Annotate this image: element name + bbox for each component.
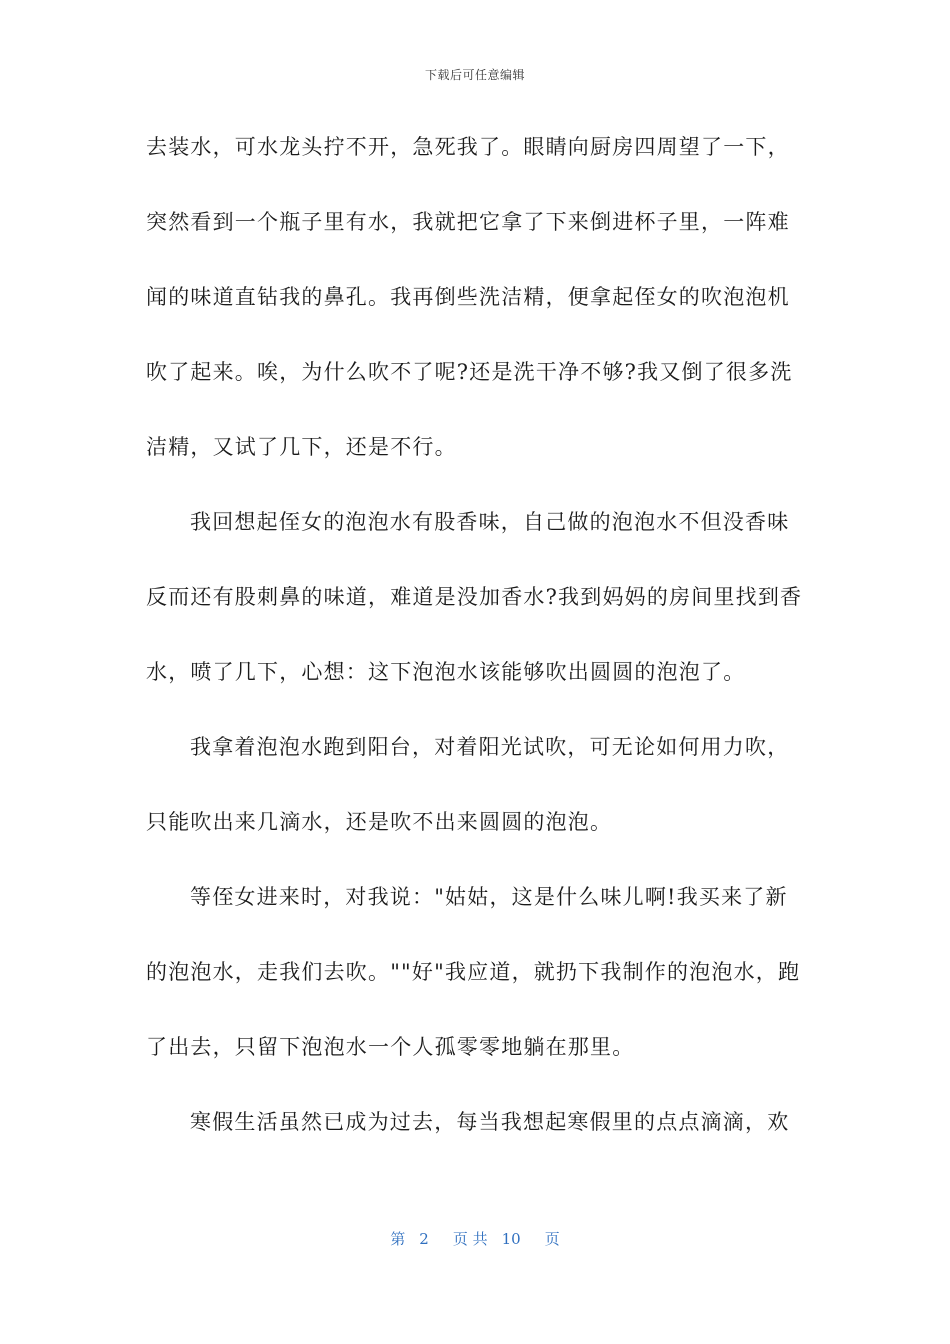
text-line-9: 我拿着泡泡水跑到阳台，对着阳光试吹，可无论如何用力吹， xyxy=(190,735,790,759)
text-line-5: 洁精，又试了几下，还是不行。 xyxy=(146,435,457,459)
footer-middle: 页 共 xyxy=(452,1230,488,1248)
document-body xyxy=(146,128,806,1178)
header-text: 下载后可任意编辑 xyxy=(424,68,525,82)
footer-suffix: 页 xyxy=(544,1230,560,1248)
footer-total-pages: 10 xyxy=(501,1230,521,1248)
text-line-10: 只能吹出来几滴水，还是吹不出来圆圆的泡泡。 xyxy=(146,810,613,834)
text-line-11: 等侄女进来时，对我说："姑姑，这是什么味儿啊!我买来了新 xyxy=(190,885,788,909)
text-line-4: 吹了起来。唉，为什么吹不了呢?还是洗干净不够?我又倒了很多洗 xyxy=(146,360,793,384)
text-line-14: 寒假生活虽然已成为过去，每当我想起寒假里的点点滴滴，欢 xyxy=(190,1110,790,1134)
text-line-12: 的泡泡水，走我们去吹。""好"我应道，就扔下我制作的泡泡水，跑 xyxy=(146,960,801,984)
text-line-1: 去装水，可水龙头拧不开，急死我了。眼睛向厨房四周望了一下， xyxy=(146,135,790,159)
text-line-2: 突然看到一个瓶子里有水，我就把它拿了下来倒进杯子里，一阵难 xyxy=(146,210,790,234)
page-header xyxy=(0,66,950,83)
text-line-3: 闻的味道直钻我的鼻孔。我再倒些洗洁精，便拿起侄女的吹泡泡机 xyxy=(146,285,790,309)
text-line-6: 我回想起侄女的泡泡水有股香味，自己做的泡泡水不但没香味 xyxy=(190,510,790,534)
text-line-8: 水，喷了几下，心想：这下泡泡水该能够吹出圆圆的泡泡了。 xyxy=(146,660,746,684)
footer-current-page: 2 xyxy=(419,1230,429,1248)
text-line-13: 了出去，只留下泡泡水一个人孤零零地躺在那里。 xyxy=(146,1035,635,1059)
page-footer xyxy=(0,1228,950,1249)
text-line-7: 反而还有股刺鼻的味道，难道是没加香水?我到妈妈的房间里找到香 xyxy=(146,585,803,609)
footer-prefix: 第 xyxy=(390,1230,406,1248)
